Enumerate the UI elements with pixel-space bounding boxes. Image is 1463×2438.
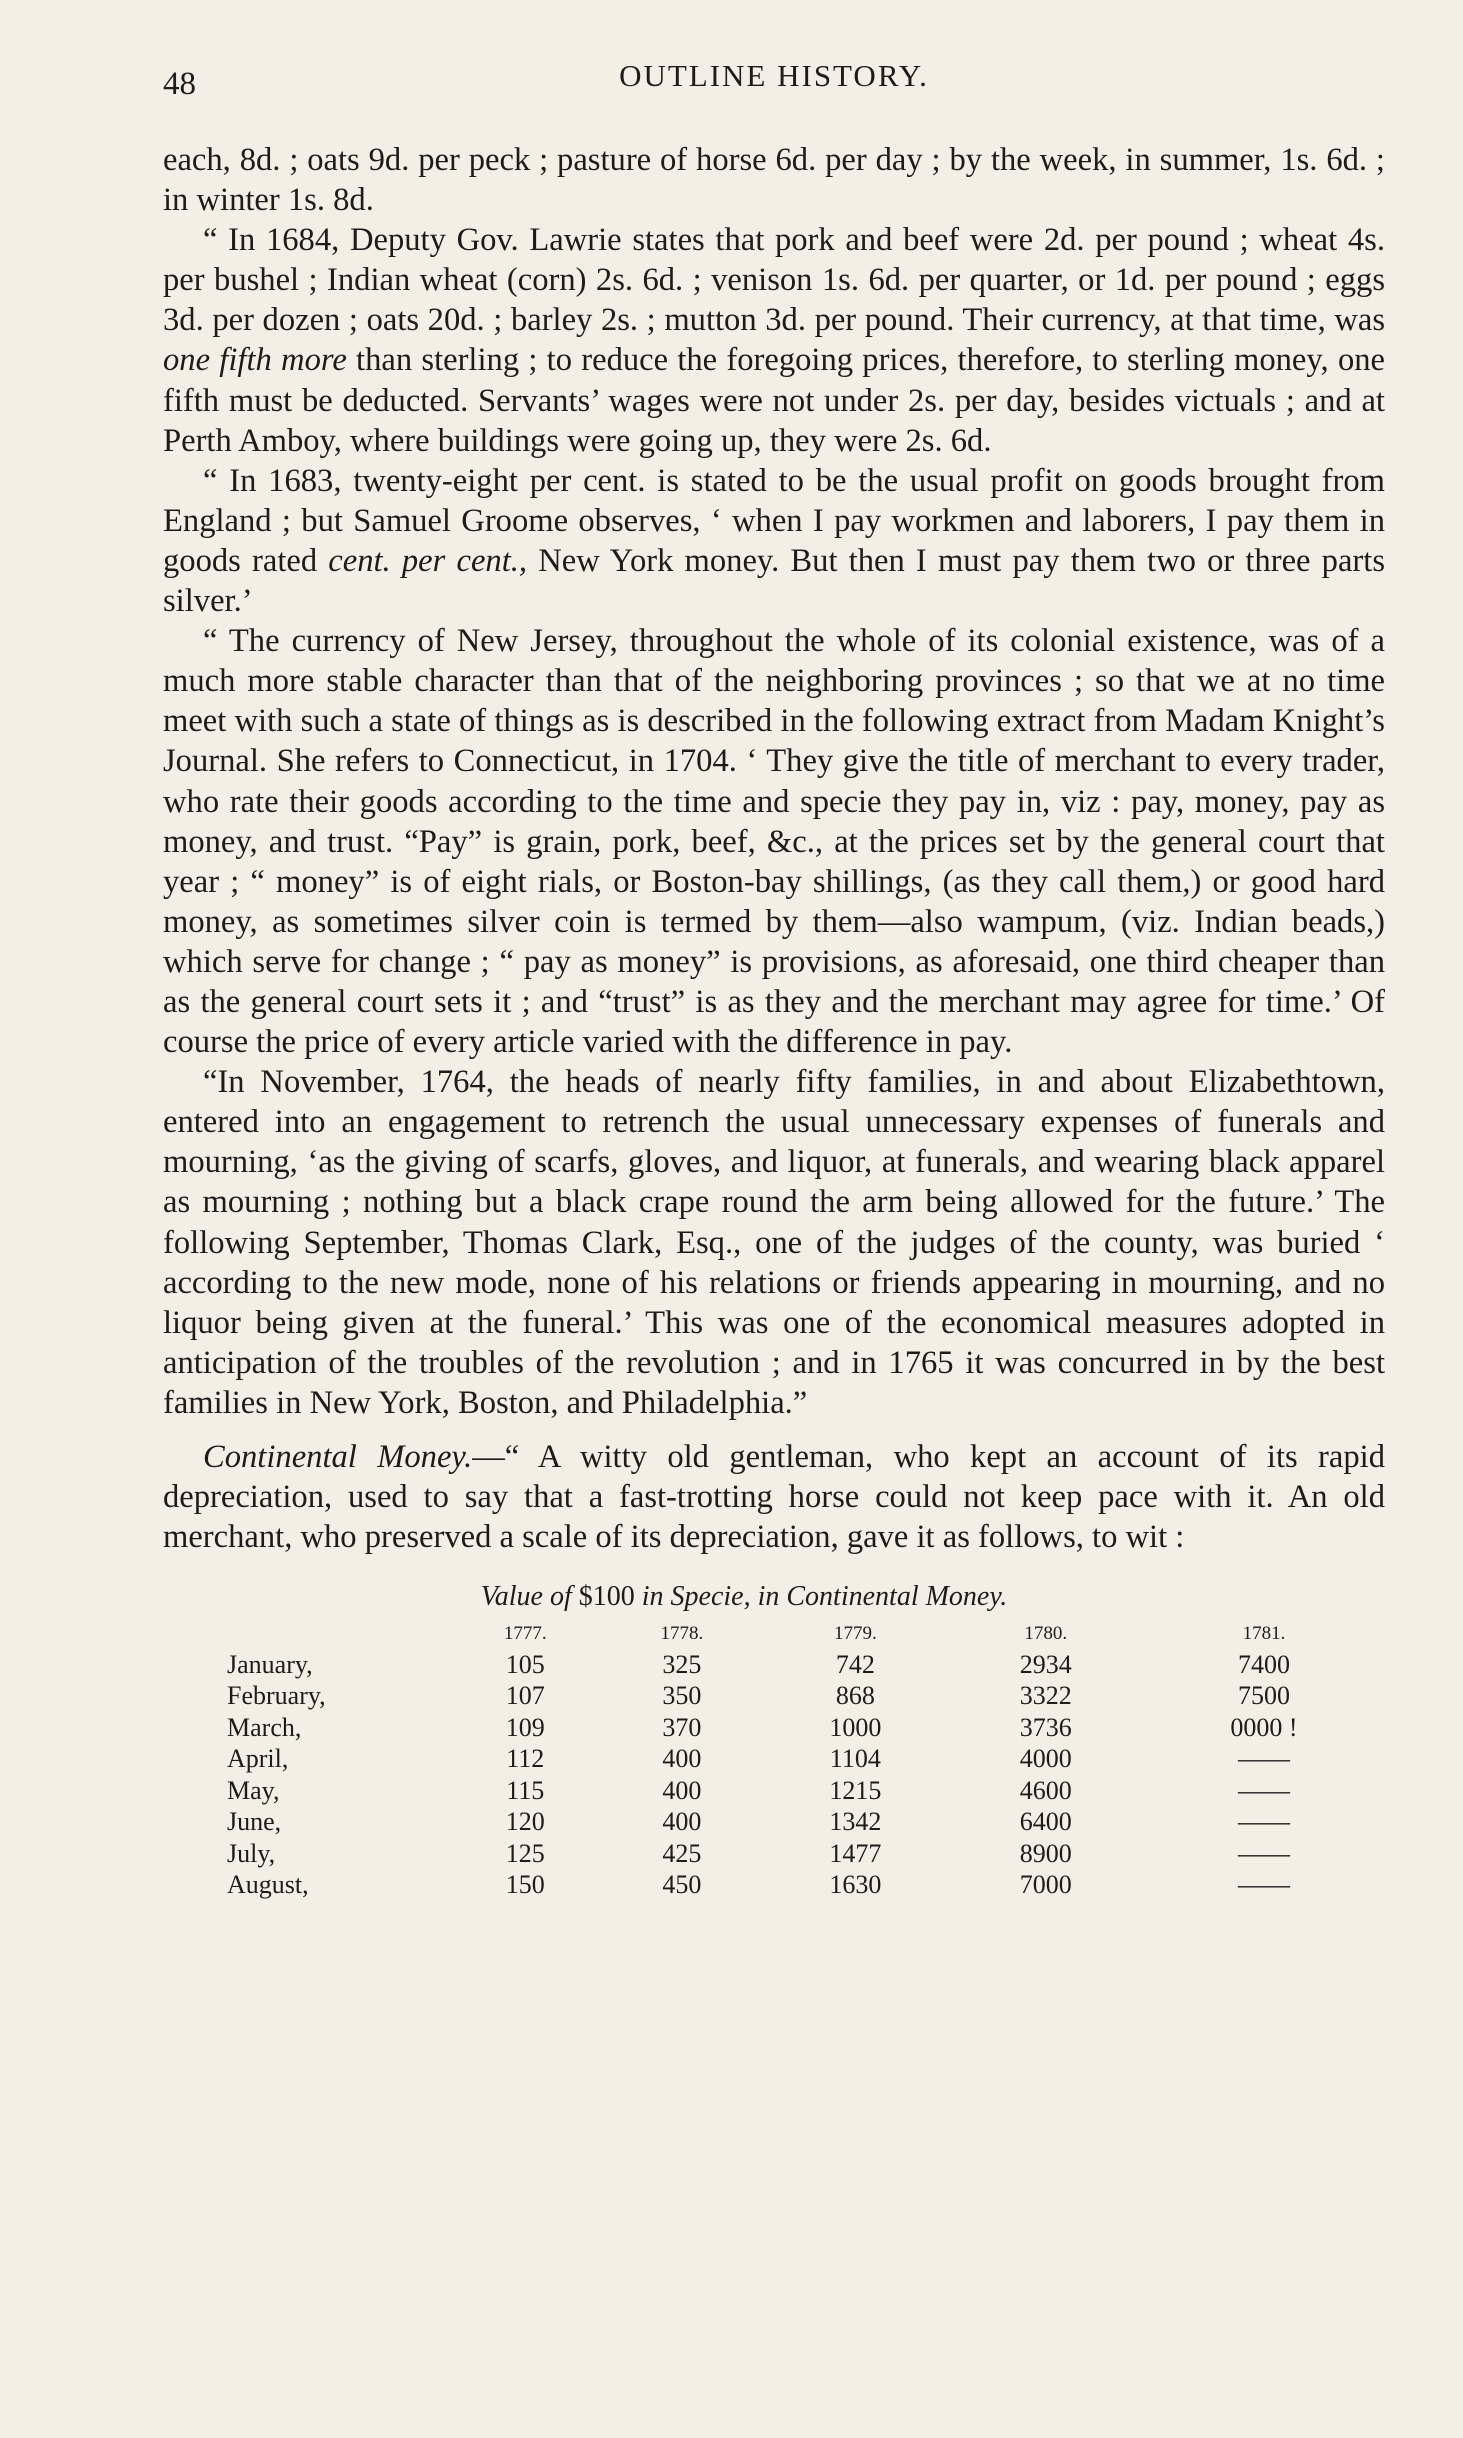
table-row [227, 1680, 1387, 1712]
text-run: New York money. But then I must pay them two or three parts silver.’ [163, 542, 1385, 620]
year-header: 1780. [1024, 1622, 1068, 1644]
value-cell: 120 [505, 1807, 545, 1837]
value-cell: 8900 [1019, 1838, 1072, 1868]
month-cell: April, [227, 1744, 289, 1774]
value-cell: 1104 [829, 1744, 881, 1774]
value-cell: 6400 [1019, 1807, 1072, 1837]
value-cell: 109 [505, 1712, 545, 1742]
table-row [227, 1712, 1387, 1744]
table-row [227, 1806, 1387, 1838]
paragraph-1684-prices [163, 220, 1385, 461]
emphasis-cent-per-cent: cent. per cent., [328, 542, 528, 579]
table-row [227, 1649, 1387, 1681]
text-run: than sterling ; to reduce the foregoing prices, therefore, to sterling money, one fifth must be deducted. Servants’ wages were not under 2s. per day, besides victuals ; and at Perth Amboy, where buildings were going up, they were 2s. 6d. [163, 342, 1385, 459]
running-head [163, 52, 1385, 104]
dash-cell: —— [1237, 1807, 1290, 1837]
text-run: —“ A witty old gentleman, who kept an account of its rapid depreciation, used to say that a fast-trotting horse could not keep pace with it. An old merchant, who preserved a scale of its depreciation, gave it as follows, to wit : [163, 1439, 1385, 1556]
year-header-row [227, 1619, 1387, 1649]
value-cell: 115 [506, 1775, 545, 1805]
value-cell: 4000 [1019, 1744, 1072, 1774]
page-number: 48 [163, 66, 196, 102]
value-cell: 350 [662, 1681, 702, 1711]
value-cell: 425 [662, 1838, 702, 1868]
value-cell: 112 [506, 1744, 545, 1774]
month-column-header [227, 1619, 447, 1649]
dash-cell: —— [1237, 1838, 1290, 1868]
running-title: OUTLINE HISTORY. [619, 58, 929, 93]
table-row [227, 1869, 1387, 1901]
year-header: 1781. [1242, 1622, 1286, 1644]
depreciation-table-block [163, 1581, 1385, 1901]
month-cell: February, [227, 1681, 326, 1711]
value-cell: 150 [505, 1870, 545, 1900]
value-cell: 325 [662, 1649, 702, 1679]
text-run: “ In 1683, twenty-eight per cent. is stated to be the usual profit on goods brought from England ; but Samuel Groome observes, ‘ when I pay workmen and laborers, I pay them in goods rated [163, 462, 1385, 579]
value-cell: 125 [505, 1838, 545, 1868]
table-row [227, 1775, 1387, 1807]
value-cell: 400 [662, 1807, 702, 1837]
month-cell: May, [227, 1775, 280, 1805]
paragraph-currency: “ The currency of New Jersey, throughout the whole of its colonial existence, was of a much more stable character than that of the neighboring provinces ; so that we at no time meet with such a state of things as is described in the following extract from Madam Knight’s Journal. She refers to Connecticut, in 1704. ‘ They give the title of merchant to every trader, who rate their goods according to the time and specie they pay in, viz : pay, money, pay as money, and trust. “Pay” is grain, pork, beef, &c., at the prices set by the general court that year ; “ money” is of eight rials, or Boston-bay shillings, (as they call them,) or good hard money, as sometimes silver coin is termed by them—also wampum, (viz. Indian beads,) which serve for change ; “ pay as money” is provisions, as aforesaid, one third cheaper than as the general court sets it ; and “trust” is as they and the merchant may agree for time.’ Of course the price of every article varied with the difference in pay. [163, 623, 1385, 1061]
dash-cell: —— [1237, 1744, 1290, 1774]
paragraph-1683-profit [163, 461, 1385, 621]
year-header: 1777. [503, 1622, 547, 1644]
book-page [163, 52, 1385, 1901]
year-header: 1778. [660, 1622, 704, 1644]
value-cell: 1630 [829, 1870, 882, 1900]
value-cell: 105 [505, 1649, 545, 1679]
value-cell: 7000 [1019, 1870, 1072, 1900]
table-row [227, 1838, 1387, 1870]
dash-cell: —— [1237, 1870, 1290, 1900]
value-cell: 7400 [1237, 1649, 1290, 1679]
value-cell: 400 [662, 1775, 702, 1805]
month-cell: June, [227, 1807, 282, 1837]
value-cell: 742 [835, 1649, 875, 1679]
year-header: 1779. [833, 1622, 877, 1644]
caption-amount: $100 [578, 1581, 635, 1613]
value-cell: 0000 ! [1230, 1712, 1298, 1742]
value-cell: 1215 [829, 1775, 882, 1805]
value-cell: 1477 [829, 1838, 882, 1868]
value-cell: 370 [662, 1712, 702, 1742]
body-text [163, 140, 1385, 1557]
section-heading-continental-money: Continental Money. [203, 1439, 473, 1475]
value-cell: 400 [662, 1744, 702, 1774]
value-cell: 1000 [829, 1712, 882, 1742]
value-cell: 4600 [1019, 1775, 1072, 1805]
value-cell: 2934 [1019, 1649, 1072, 1679]
month-cell: August, [227, 1870, 309, 1900]
paragraph-continental-money [163, 1437, 1385, 1557]
table-caption [163, 1581, 1385, 1613]
caption-text: in Specie, in Continental Money. [634, 1581, 1008, 1613]
paragraph-1764-funerals: “In November, 1764, the heads of nearly fifty families, in and about Elizabethtown, entered into an engagement to retrench the usual unnecessary expenses of funerals and mourning, ‘as the giving of scarfs, gloves, and liquor, at funerals, and wearing black apparel as mourning ; nothing but a black crape round the arm being allowed for the future.’ The following September, Thomas Clark, Esq., one of the judges of the county, was buried ‘ according to the new mode, none of his relations or friends appearing in mourning, and no liquor being given at the funeral.’ This was one of the economical measures adopted in anticipation of the troubles of the revolution ; and in 1765 it was concurred in by the best families in New York, Boston, and Philadelphia.” [163, 1064, 1385, 1421]
value-cell: 868 [835, 1681, 875, 1711]
value-cell: 450 [662, 1870, 702, 1900]
month-cell: January, [227, 1649, 313, 1679]
month-cell: March, [227, 1712, 302, 1742]
paragraph-prices-continued: each, 8d. ; oats 9d. per peck ; pasture of horse 6d. per day ; by the week, in summer, 1s. 6d. ; in winter 1s. 8d. [163, 142, 1385, 219]
value-cell: 3322 [1019, 1681, 1072, 1711]
value-cell: 1342 [829, 1807, 882, 1837]
value-cell: 3736 [1019, 1712, 1072, 1742]
caption-text: Value of [480, 1581, 579, 1613]
text-run: “ In 1684, Deputy Gov. Lawrie states that pork and beef were 2d. per pound ; wheat 4s. per bushel ; Indian wheat (corn) 2s. 6d. ; venison 1s. 6d. per quarter, or 1d. per pound ; eggs 3d. per dozen ; oats 20d. ; barley 2s. ; mutton 3d. per pound. Their currency, at that time, was [163, 222, 1385, 339]
emphasis-one-fifth-more: one fifth more [163, 342, 347, 379]
value-cell: 107 [505, 1681, 545, 1711]
value-cell: 7500 [1237, 1681, 1290, 1711]
table-row [227, 1743, 1387, 1775]
month-cell: July, [227, 1838, 276, 1868]
dash-cell: —— [1237, 1775, 1290, 1805]
depreciation-table [227, 1619, 1387, 1901]
